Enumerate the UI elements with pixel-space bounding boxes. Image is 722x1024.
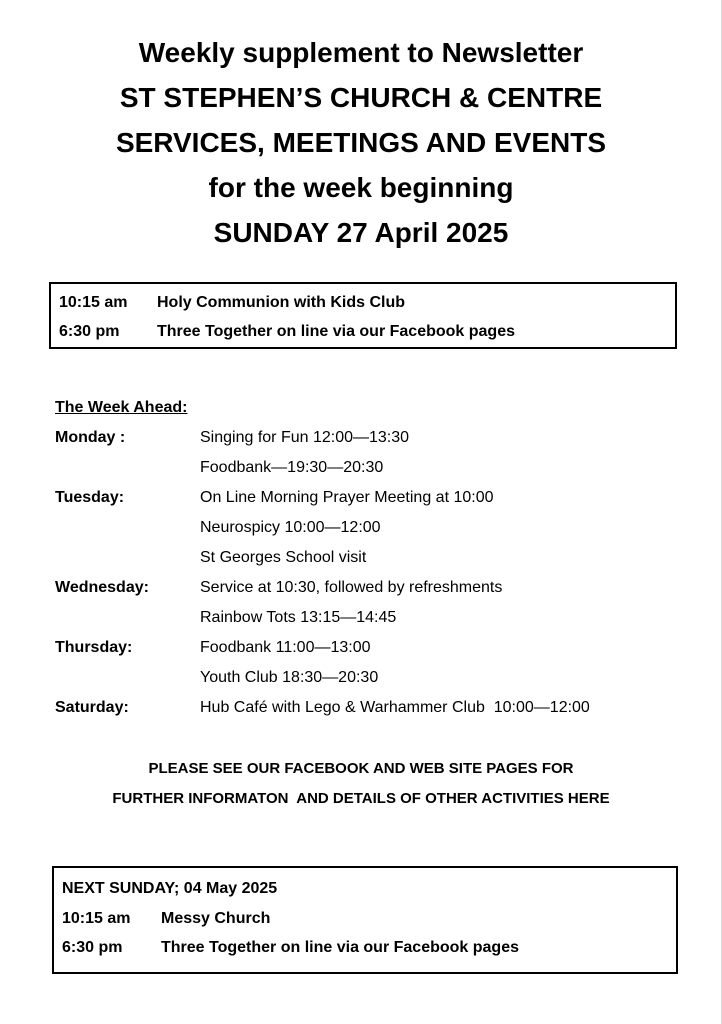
service-event: Holy Communion with Kids Club	[157, 293, 405, 311]
day-name: Tuesday:	[55, 489, 125, 506]
service-event: Messy Church	[161, 909, 271, 927]
title-line: SUNDAY 27 April 2025	[213, 217, 509, 248]
day-item: Youth Club 18:30—20:30	[200, 669, 379, 686]
day-name: Thursday:	[55, 639, 133, 656]
title-line: Weekly supplement to Newsletter	[138, 37, 584, 68]
day-items	[200, 633, 378, 693]
service-time: 6:30 pm	[59, 322, 120, 340]
sunday-services-box	[49, 282, 677, 349]
service-time: 6:30 pm	[62, 938, 123, 956]
service-row	[59, 317, 675, 346]
day-block-monday	[55, 423, 695, 483]
day-items	[200, 693, 590, 723]
service-time: 10:15 am	[59, 293, 128, 311]
day-item: Service at 10:30, followed by refreshments	[200, 579, 503, 596]
service-row	[62, 904, 676, 933]
service-event: Three Together on line via our Facebook pages	[161, 938, 519, 956]
service-row	[62, 933, 676, 962]
facebook-notice	[0, 754, 722, 814]
day-item: Foodbank 11:00—13:00	[200, 639, 371, 656]
page-title	[0, 30, 722, 255]
day-items	[200, 423, 409, 483]
next-sunday-box	[52, 866, 678, 974]
week-ahead-heading: The Week Ahead:	[55, 399, 188, 416]
day-item: Foodbank—19:30—20:30	[200, 459, 384, 476]
day-item: St Georges School visit	[200, 549, 367, 566]
day-name: Monday :	[55, 429, 126, 446]
service-time: 10:15 am	[62, 909, 131, 927]
day-items	[200, 483, 494, 573]
day-item: On Line Morning Prayer Meeting at 10:00	[200, 489, 494, 506]
title-line: SERVICES, MEETINGS AND EVENTS	[115, 127, 607, 158]
day-item: Singing for Fun 12:00—13:30	[200, 429, 410, 446]
day-block-saturday	[55, 693, 695, 723]
notice-line: FURTHER INFORMATON AND DETAILS OF OTHER ACTIVITIES HERE	[112, 790, 610, 807]
service-row	[59, 288, 675, 317]
next-sunday-heading: NEXT SUNDAY; 04 May 2025	[62, 880, 278, 897]
day-block-thursday	[55, 633, 695, 693]
day-name: Wednesday:	[55, 579, 149, 596]
day-item: Hub Café with Lego & Warhammer Club 10:00—12:00	[200, 699, 590, 716]
title-line: ST STEPHEN’S CHURCH & CENTRE	[119, 82, 603, 113]
service-event: Three Together on line via our Facebook pages	[157, 322, 515, 340]
day-name: Saturday:	[55, 699, 129, 716]
notice-line: PLEASE SEE OUR FACEBOOK AND WEB SITE PAGES FOR	[148, 760, 574, 777]
day-item: Neurospicy 10:00—12:00	[200, 519, 381, 536]
day-item: Rainbow Tots 13:15—14:45	[200, 609, 397, 626]
title-line: for the week beginning	[208, 172, 514, 203]
week-ahead-section	[55, 393, 695, 723]
day-block-tuesday	[55, 483, 695, 573]
day-items	[200, 573, 502, 633]
day-block-wednesday	[55, 573, 695, 633]
